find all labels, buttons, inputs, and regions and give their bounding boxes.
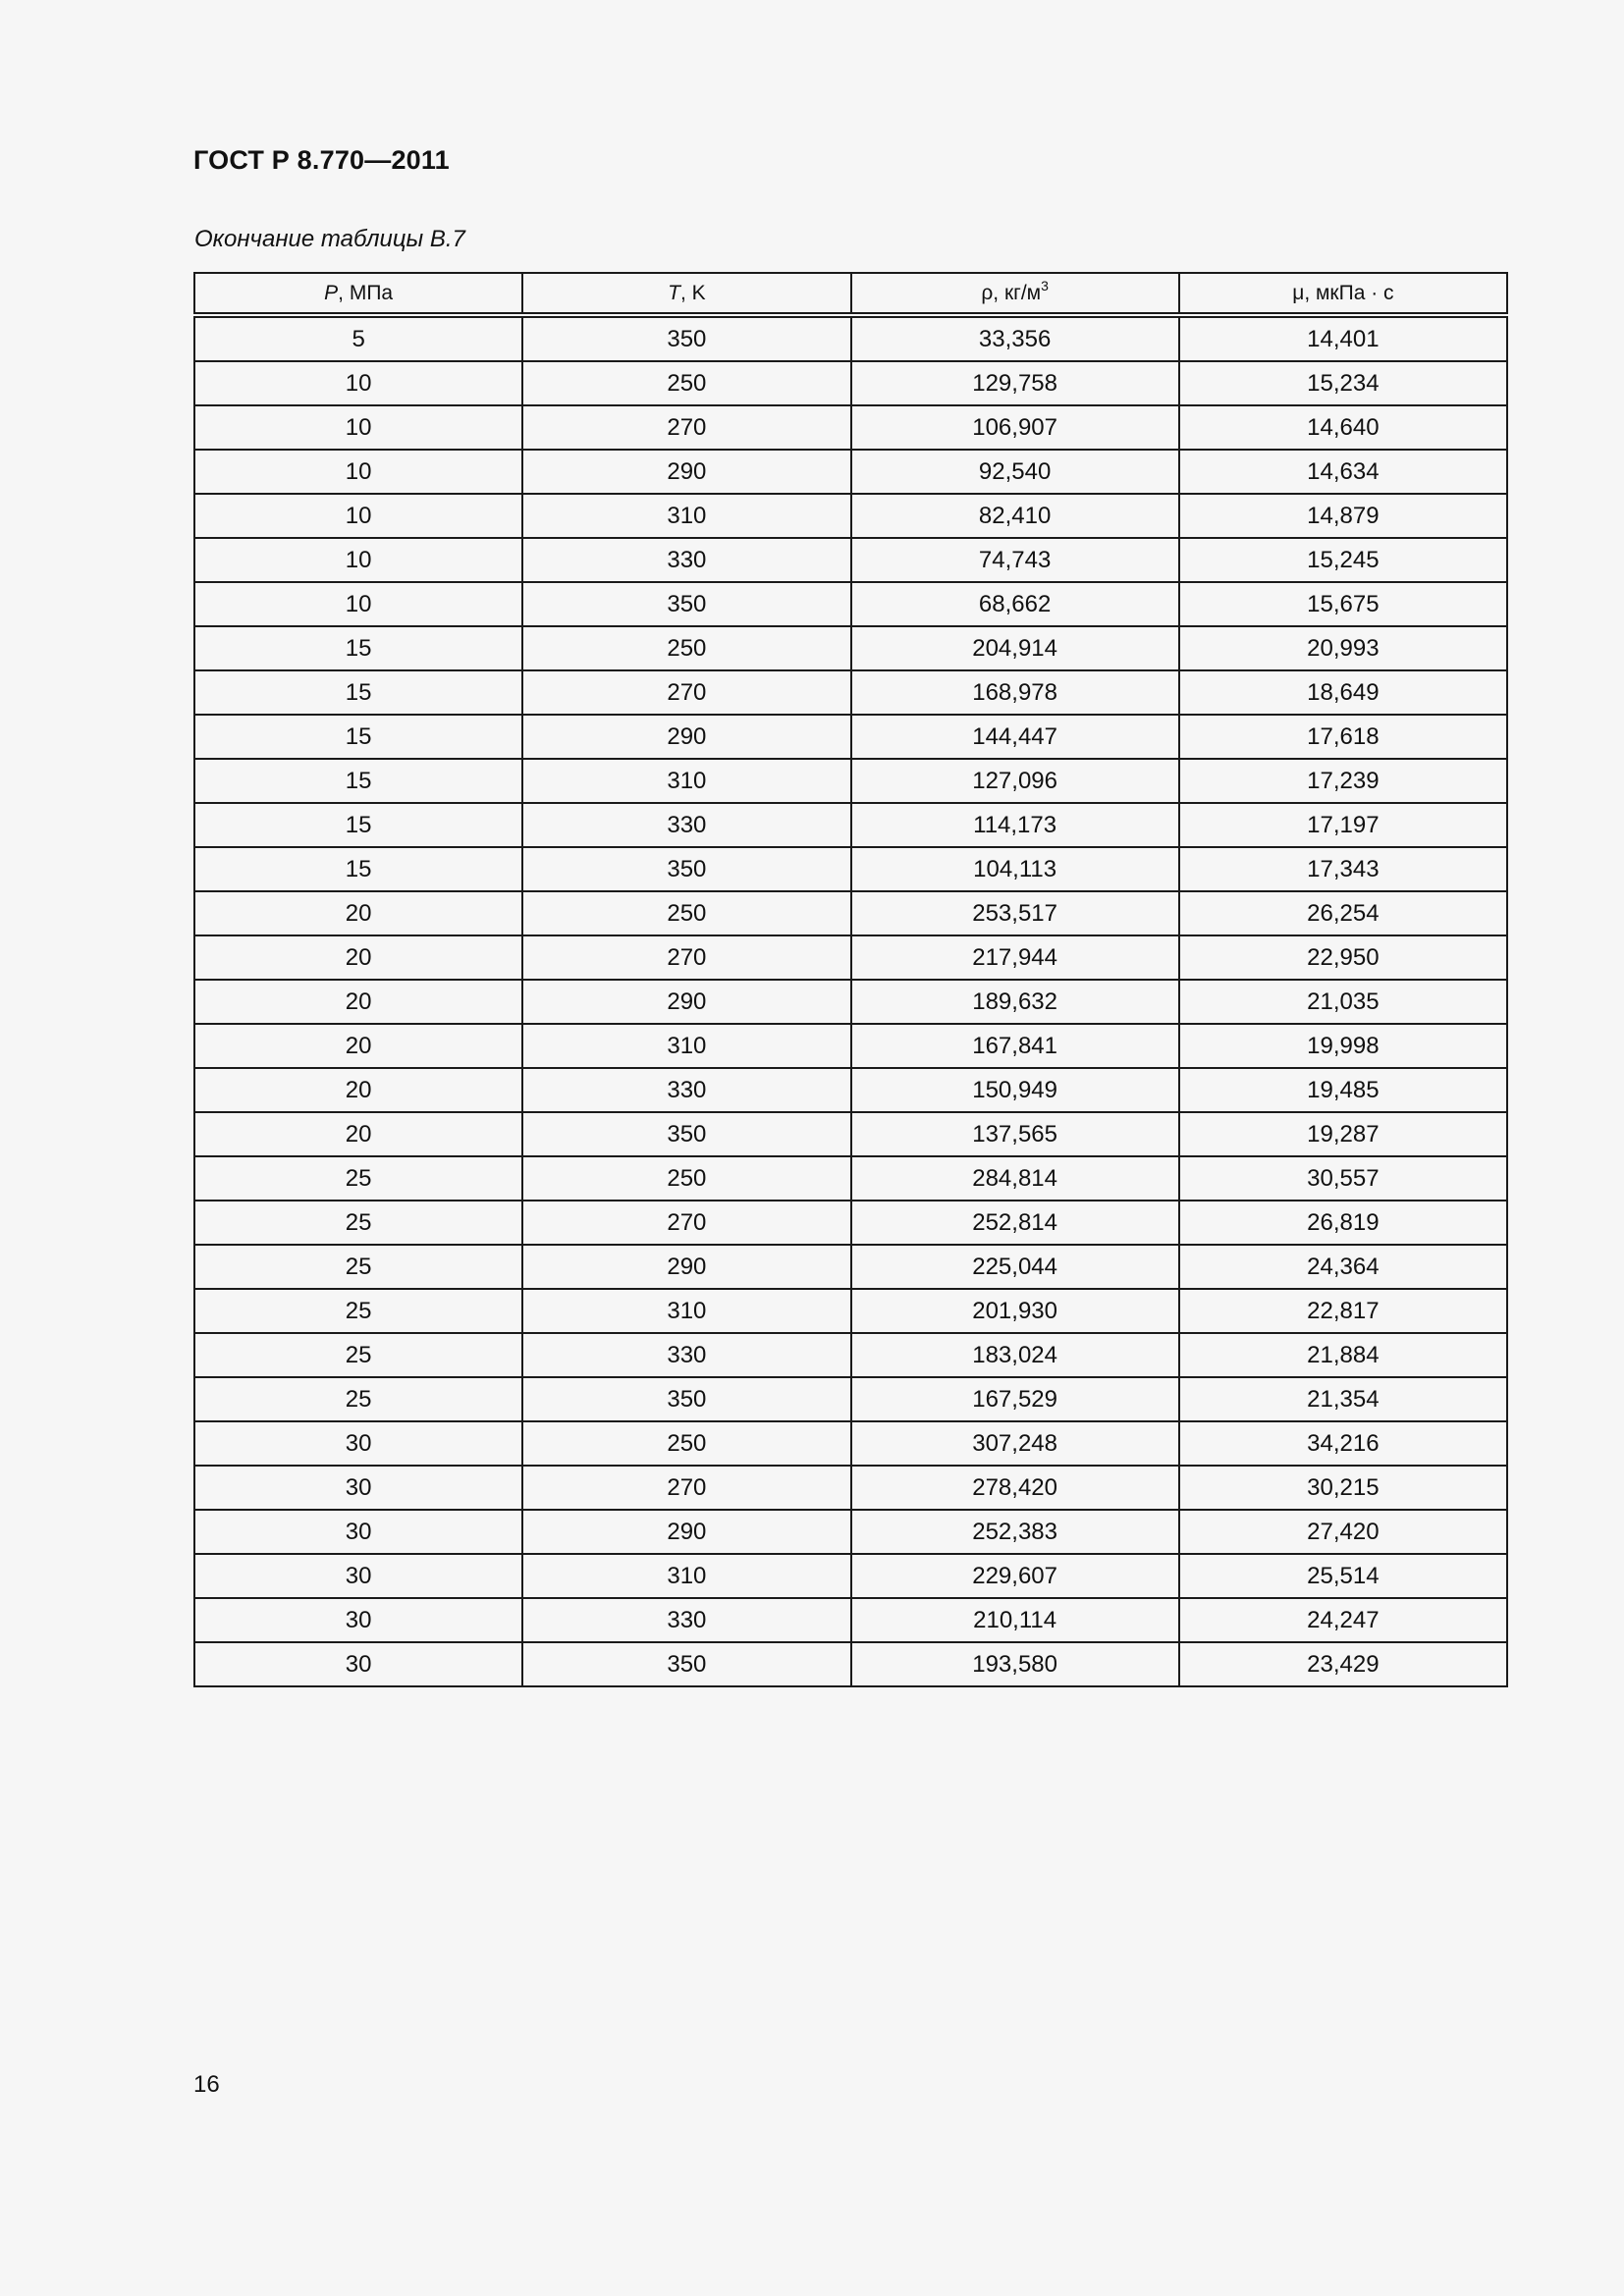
table-cell-temperature: 290 — [522, 1510, 850, 1554]
table-cell-density: 307,248 — [851, 1421, 1179, 1466]
column-unit-exponent: 3 — [1041, 277, 1049, 294]
table-cell-density: 104,113 — [851, 847, 1179, 891]
table-row — [194, 759, 1507, 803]
table-cell-density: 127,096 — [851, 759, 1179, 803]
table-cell-density: 106,907 — [851, 405, 1179, 450]
table-cell-pressure: 20 — [194, 1112, 522, 1156]
table-cell-density: 284,814 — [851, 1156, 1179, 1201]
table-cell-density: 210,114 — [851, 1598, 1179, 1642]
column-symbol: ρ — [981, 281, 994, 304]
table-row — [194, 626, 1507, 670]
table-cell-temperature: 270 — [522, 670, 850, 715]
document-header: ГОСТ Р 8.770—2011 — [193, 145, 450, 175]
table-cell-temperature: 330 — [522, 538, 850, 582]
table-cell-pressure: 10 — [194, 405, 522, 450]
table-cell-viscosity: 21,035 — [1179, 980, 1507, 1024]
table-cell-temperature: 350 — [522, 1377, 850, 1421]
table-cell-viscosity: 15,675 — [1179, 582, 1507, 626]
table-cell-density: 183,024 — [851, 1333, 1179, 1377]
table-cell-viscosity: 14,634 — [1179, 450, 1507, 494]
table-cell-viscosity: 22,817 — [1179, 1289, 1507, 1333]
table-row — [194, 494, 1507, 538]
column-symbol: T — [668, 281, 680, 304]
table-cell-viscosity: 19,485 — [1179, 1068, 1507, 1112]
table-row — [194, 1068, 1507, 1112]
table-row — [194, 405, 1507, 450]
table-cell-temperature: 310 — [522, 759, 850, 803]
table-cell-pressure: 25 — [194, 1245, 522, 1289]
table-cell-density: 229,607 — [851, 1554, 1179, 1598]
table-row — [194, 1421, 1507, 1466]
table-body — [194, 315, 1507, 1686]
table-cell-density: 137,565 — [851, 1112, 1179, 1156]
table-cell-viscosity: 24,364 — [1179, 1245, 1507, 1289]
table-cell-pressure: 30 — [194, 1421, 522, 1466]
table-cell-temperature: 290 — [522, 980, 850, 1024]
table-cell-temperature: 270 — [522, 1201, 850, 1245]
table-cell-density: 189,632 — [851, 980, 1179, 1024]
table-cell-density: 252,383 — [851, 1510, 1179, 1554]
table-cell-temperature: 310 — [522, 1554, 850, 1598]
table-cell-density: 278,420 — [851, 1466, 1179, 1510]
table-row — [194, 670, 1507, 715]
table-cell-viscosity: 17,618 — [1179, 715, 1507, 759]
table-cell-temperature: 290 — [522, 450, 850, 494]
table-row — [194, 1510, 1507, 1554]
table-cell-pressure: 20 — [194, 980, 522, 1024]
table-cell-density: 167,529 — [851, 1377, 1179, 1421]
column-symbol: P — [324, 281, 339, 304]
table-cell-viscosity: 14,879 — [1179, 494, 1507, 538]
table-row — [194, 1642, 1507, 1686]
table-cell-density: 82,410 — [851, 494, 1179, 538]
table-cell-density: 167,841 — [851, 1024, 1179, 1068]
table-row — [194, 847, 1507, 891]
column-unit: , K — [679, 281, 706, 304]
table-cell-pressure: 30 — [194, 1554, 522, 1598]
table-row — [194, 582, 1507, 626]
table-cell-temperature: 290 — [522, 715, 850, 759]
table-cell-pressure: 15 — [194, 847, 522, 891]
table-cell-pressure: 20 — [194, 935, 522, 980]
table-cell-temperature: 250 — [522, 361, 850, 405]
table-cell-temperature: 250 — [522, 891, 850, 935]
column-unit: , мкПа · с — [1304, 281, 1394, 304]
table-cell-density: 225,044 — [851, 1245, 1179, 1289]
table-cell-density: 204,914 — [851, 626, 1179, 670]
table-cell-density: 193,580 — [851, 1642, 1179, 1686]
table-cell-pressure: 25 — [194, 1201, 522, 1245]
table-cell-temperature: 250 — [522, 1156, 850, 1201]
table-cell-temperature: 350 — [522, 582, 850, 626]
table-header-row — [194, 273, 1507, 315]
table-cell-density: 114,173 — [851, 803, 1179, 847]
table-cell-density: 168,978 — [851, 670, 1179, 715]
table-cell-pressure: 10 — [194, 582, 522, 626]
table-cell-pressure: 30 — [194, 1598, 522, 1642]
table-row — [194, 450, 1507, 494]
table-cell-viscosity: 19,998 — [1179, 1024, 1507, 1068]
table-cell-density: 253,517 — [851, 891, 1179, 935]
table-cell-viscosity: 21,354 — [1179, 1377, 1507, 1421]
table-cell-viscosity: 19,287 — [1179, 1112, 1507, 1156]
table-cell-density: 92,540 — [851, 450, 1179, 494]
column-unit: , МПа — [338, 281, 394, 304]
table-cell-viscosity: 15,245 — [1179, 538, 1507, 582]
table-cell-viscosity: 23,429 — [1179, 1642, 1507, 1686]
table-cell-temperature: 350 — [522, 315, 850, 361]
table-row — [194, 1377, 1507, 1421]
table-cell-temperature: 330 — [522, 1333, 850, 1377]
table-row — [194, 803, 1507, 847]
table-cell-density: 129,758 — [851, 361, 1179, 405]
table-cell-temperature: 310 — [522, 1024, 850, 1068]
table-cell-viscosity: 21,884 — [1179, 1333, 1507, 1377]
table-cell-pressure: 25 — [194, 1333, 522, 1377]
table-cell-density: 217,944 — [851, 935, 1179, 980]
table-cell-viscosity: 17,343 — [1179, 847, 1507, 891]
table-cell-viscosity: 27,420 — [1179, 1510, 1507, 1554]
table-cell-pressure: 25 — [194, 1377, 522, 1421]
table-cell-pressure: 15 — [194, 715, 522, 759]
table-row — [194, 1201, 1507, 1245]
table-cell-density: 68,662 — [851, 582, 1179, 626]
table-cell-temperature: 270 — [522, 405, 850, 450]
table-cell-temperature: 250 — [522, 1421, 850, 1466]
table-cell-density: 201,930 — [851, 1289, 1179, 1333]
table-row — [194, 891, 1507, 935]
column-header-temperature — [522, 273, 850, 315]
table-cell-density: 74,743 — [851, 538, 1179, 582]
table-row — [194, 1333, 1507, 1377]
table-caption: Окончание таблицы В.7 — [194, 226, 465, 252]
table-cell-temperature: 330 — [522, 1598, 850, 1642]
table-row — [194, 1156, 1507, 1201]
table-cell-pressure: 20 — [194, 891, 522, 935]
table-cell-pressure: 20 — [194, 1024, 522, 1068]
table-cell-viscosity: 18,649 — [1179, 670, 1507, 715]
table-cell-pressure: 10 — [194, 361, 522, 405]
table-cell-viscosity: 17,197 — [1179, 803, 1507, 847]
table-cell-temperature: 350 — [522, 847, 850, 891]
table-cell-temperature: 350 — [522, 1642, 850, 1686]
table-cell-viscosity: 25,514 — [1179, 1554, 1507, 1598]
table-cell-temperature: 310 — [522, 1289, 850, 1333]
table-cell-viscosity: 34,216 — [1179, 1421, 1507, 1466]
table-row — [194, 1024, 1507, 1068]
table-row — [194, 1598, 1507, 1642]
table-cell-pressure: 20 — [194, 1068, 522, 1112]
table-cell-temperature: 270 — [522, 1466, 850, 1510]
table-row — [194, 361, 1507, 405]
table-cell-pressure: 15 — [194, 759, 522, 803]
table-cell-pressure: 10 — [194, 538, 522, 582]
table-cell-viscosity: 30,215 — [1179, 1466, 1507, 1510]
table-row — [194, 715, 1507, 759]
table-cell-pressure: 10 — [194, 450, 522, 494]
table-cell-pressure: 15 — [194, 626, 522, 670]
data-table — [193, 272, 1508, 1687]
table-cell-viscosity: 14,401 — [1179, 315, 1507, 361]
table-row — [194, 980, 1507, 1024]
table-header — [194, 273, 1507, 315]
table-cell-density: 252,814 — [851, 1201, 1179, 1245]
table-cell-temperature: 350 — [522, 1112, 850, 1156]
table-row — [194, 1554, 1507, 1598]
table-cell-density: 150,949 — [851, 1068, 1179, 1112]
table-cell-temperature: 250 — [522, 626, 850, 670]
table-cell-viscosity: 15,234 — [1179, 361, 1507, 405]
column-header-pressure — [194, 273, 522, 315]
table-cell-viscosity: 24,247 — [1179, 1598, 1507, 1642]
table-cell-temperature: 330 — [522, 1068, 850, 1112]
table-cell-pressure: 30 — [194, 1466, 522, 1510]
table-cell-viscosity: 20,993 — [1179, 626, 1507, 670]
table-row — [194, 1289, 1507, 1333]
table-row — [194, 1466, 1507, 1510]
table-row — [194, 315, 1507, 361]
page-number: 16 — [193, 2071, 220, 2098]
table-cell-viscosity: 14,640 — [1179, 405, 1507, 450]
table-cell-viscosity: 22,950 — [1179, 935, 1507, 980]
table-cell-temperature: 270 — [522, 935, 850, 980]
column-header-viscosity — [1179, 273, 1507, 315]
table-row — [194, 538, 1507, 582]
table-cell-pressure: 25 — [194, 1289, 522, 1333]
table-cell-viscosity: 26,254 — [1179, 891, 1507, 935]
table-cell-viscosity: 30,557 — [1179, 1156, 1507, 1201]
table-cell-temperature: 290 — [522, 1245, 850, 1289]
table-cell-pressure: 5 — [194, 315, 522, 361]
table-cell-density: 144,447 — [851, 715, 1179, 759]
column-symbol: μ — [1292, 281, 1305, 304]
table-cell-pressure: 10 — [194, 494, 522, 538]
table-cell-pressure: 15 — [194, 670, 522, 715]
table-row — [194, 935, 1507, 980]
table-cell-density: 33,356 — [851, 315, 1179, 361]
table-cell-viscosity: 17,239 — [1179, 759, 1507, 803]
table-cell-temperature: 310 — [522, 494, 850, 538]
table-cell-pressure: 15 — [194, 803, 522, 847]
table-cell-pressure: 30 — [194, 1510, 522, 1554]
table-cell-pressure: 25 — [194, 1156, 522, 1201]
table-row — [194, 1112, 1507, 1156]
table-row — [194, 1245, 1507, 1289]
table-cell-temperature: 330 — [522, 803, 850, 847]
table-cell-viscosity: 26,819 — [1179, 1201, 1507, 1245]
table-cell-pressure: 30 — [194, 1642, 522, 1686]
column-unit: , кг/м — [993, 281, 1042, 304]
column-header-density — [851, 273, 1179, 315]
